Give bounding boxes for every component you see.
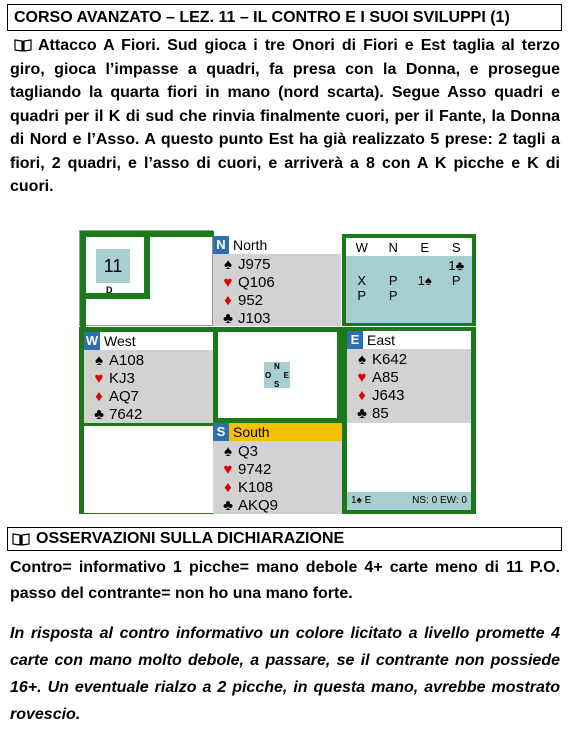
club-icon: ♣ bbox=[94, 406, 104, 423]
seat-badge-north: N bbox=[213, 236, 229, 254]
club-icon: ♣ bbox=[223, 310, 233, 327]
bid-cell: 1♣ bbox=[448, 258, 465, 273]
table-center bbox=[213, 327, 342, 423]
diamond-icon: ♦ bbox=[358, 387, 366, 404]
bid-cell: 1♠ bbox=[417, 273, 432, 288]
result-box bbox=[342, 423, 476, 514]
lesson-title: CORSO AVANZATO – LEZ. 11 – IL CONTRO E I SUOI SVILUPPI (1) bbox=[14, 8, 510, 26]
bidding-header-w: W bbox=[355, 240, 368, 255]
spade-icon: ♠ bbox=[224, 256, 232, 273]
board-number: 11 bbox=[96, 249, 130, 283]
heart-icon: ♥ bbox=[94, 370, 104, 387]
seat-badge-west: W bbox=[85, 333, 99, 348]
south-hand bbox=[213, 423, 342, 514]
dealer-marker: D bbox=[106, 285, 113, 295]
intro-paragraph bbox=[10, 34, 560, 199]
book-icon bbox=[12, 533, 30, 546]
intro-text: Attacco A Fiori. Sud gioca i tre Onori di Fiori e Est taglia al terzo giro, gioca l’impasse a quadri, fa presa con la Donna, e prosegue tagliando la quarta fiori in mano (nord scarta). Segue Asso quadri e quadri per il K di sud che rinvia finalmente cuori, per il Fante, la Donna di Nord e l’Asso. A questo punto Est ha già realizzato 5 prese: 2 tagli a fiori, 2 quadri, e l’asso di cuori, e arriverà a 8 con A K picche e K di cuori. bbox=[10, 37, 560, 195]
section-title: OSSERVAZIONI SULLA DICHIARAZIONE bbox=[36, 530, 345, 547]
lesson-title-box bbox=[7, 4, 562, 31]
heart-icon: ♥ bbox=[357, 369, 367, 386]
diamond-icon: ♦ bbox=[224, 292, 232, 309]
contract: 1♠ E bbox=[351, 495, 372, 506]
board-info-cell bbox=[79, 230, 213, 326]
bidding-header-n: N bbox=[388, 240, 398, 255]
bidding-header-s: S bbox=[451, 240, 461, 255]
bidding-header-e: E bbox=[420, 240, 430, 255]
heart-icon: ♥ bbox=[223, 461, 233, 478]
east-diamonds: J643 bbox=[372, 387, 405, 404]
bid-cell: X bbox=[357, 273, 367, 288]
heart-icon: ♥ bbox=[223, 274, 233, 291]
vulnerability: NS: 0 EW: 0 bbox=[412, 495, 467, 506]
spade-icon: ♠ bbox=[95, 352, 103, 369]
seat-badge-east: E bbox=[347, 331, 363, 349]
north-clubs: J103 bbox=[238, 310, 271, 327]
bid-cell: P bbox=[388, 273, 398, 288]
west-hand bbox=[79, 327, 213, 423]
diamond-icon: ♦ bbox=[224, 479, 232, 496]
section-title-box bbox=[7, 527, 562, 551]
south-spades: Q3 bbox=[238, 443, 259, 460]
north-name: North bbox=[233, 237, 268, 253]
book-icon bbox=[14, 39, 32, 52]
south-name: South bbox=[233, 424, 270, 440]
spade-icon: ♠ bbox=[358, 351, 366, 368]
bidding-box bbox=[342, 234, 476, 326]
empty-cell bbox=[79, 423, 213, 514]
west-spades: A108 bbox=[109, 352, 145, 369]
club-icon: ♣ bbox=[223, 497, 233, 514]
club-icon: ♣ bbox=[357, 405, 367, 422]
diamond-icon: ♦ bbox=[95, 388, 103, 405]
west-diamonds: AQ7 bbox=[109, 388, 140, 405]
north-hand bbox=[213, 236, 341, 326]
south-hearts: 9742 bbox=[238, 461, 272, 478]
south-clubs: AKQ9 bbox=[238, 497, 279, 514]
bid-cell: P bbox=[357, 288, 367, 303]
north-hearts: Q106 bbox=[238, 274, 275, 291]
east-name: East bbox=[367, 332, 396, 348]
compass-icon: N O E S bbox=[265, 362, 289, 389]
east-hand bbox=[342, 327, 476, 423]
italic-note: In risposta al contro informativo un colore licitato a livello promette 4 carte con mano molto debole, a passare, se il contrante non possiede 16+. Un eventuale rialzo a 2 picche, in questa mano, avrebbe mostrato rovescio. bbox=[10, 625, 560, 723]
west-hearts: KJ3 bbox=[109, 370, 135, 387]
east-clubs: 85 bbox=[372, 405, 389, 422]
west-name: West bbox=[104, 333, 136, 349]
bid-cell: P bbox=[388, 288, 398, 303]
observations-text: Contro= informativo 1 picche= mano debole 4+ carte meno di 11 P.O. passo del contrante= non ho una mano forte. bbox=[10, 559, 560, 602]
east-hearts: A85 bbox=[372, 369, 399, 386]
east-spades: K642 bbox=[372, 351, 408, 368]
bid-cell: P bbox=[451, 273, 461, 288]
north-diamonds: 952 bbox=[238, 292, 264, 309]
south-diamonds: K108 bbox=[238, 479, 274, 496]
bridge-diagram bbox=[79, 230, 476, 514]
seat-badge-south: S bbox=[213, 423, 229, 441]
spade-icon: ♠ bbox=[224, 443, 232, 460]
west-clubs: 7642 bbox=[109, 406, 143, 423]
north-spades: J975 bbox=[238, 256, 271, 273]
